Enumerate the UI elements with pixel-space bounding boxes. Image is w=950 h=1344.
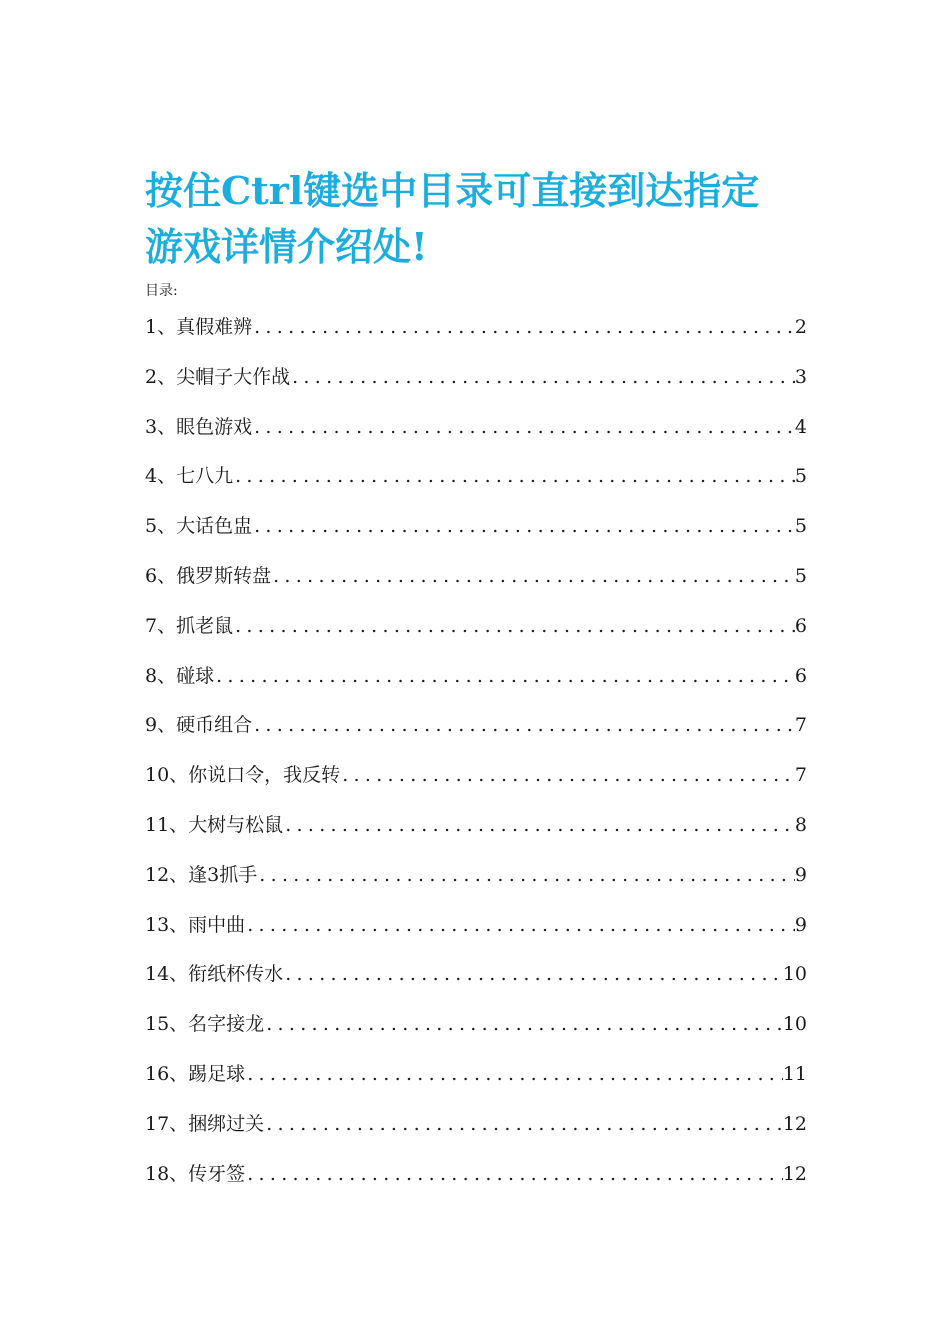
toc-entry[interactable] — [145, 860, 807, 910]
toc-dot-leader — [245, 1159, 783, 1189]
toc-dot-leader — [233, 461, 795, 491]
toc-entry-title[interactable]: 13、雨中曲 — [145, 913, 246, 936]
toc-entry-title[interactable]: 1、真假难辨 — [145, 316, 253, 338]
toc-page-number[interactable]: 9 — [794, 913, 807, 936]
toc-page-number[interactable]: 7 — [794, 764, 807, 787]
toc-entry[interactable] — [145, 412, 807, 462]
toc-page-number[interactable]: 9 — [794, 863, 807, 886]
toc-dot-leader — [252, 511, 795, 541]
toc-entry[interactable] — [145, 1159, 807, 1209]
toc-entry-title[interactable]: 7、抓老鼠 — [145, 614, 234, 637]
table-of-contents — [145, 312, 807, 1208]
toc-entry-title[interactable]: 5、大话色盅 — [145, 515, 253, 538]
toc-entry[interactable] — [145, 511, 807, 561]
toc-entry-title[interactable]: 2、尖帽子大作战 — [145, 365, 291, 388]
toc-dot-leader — [264, 1109, 783, 1139]
toc-page-number[interactable]: 10 — [782, 963, 807, 986]
toc-entry-title[interactable]: 15、名字接龙 — [145, 1013, 265, 1036]
toc-entry[interactable] — [145, 362, 807, 412]
toc-page-number[interactable]: 5 — [794, 515, 807, 538]
toc-page-number[interactable]: 7 — [794, 714, 807, 737]
toc-entry[interactable] — [145, 810, 807, 860]
toc-entry-title[interactable]: 18、传牙签 — [145, 1162, 246, 1185]
toc-page-number[interactable]: 5 — [794, 564, 807, 587]
toc-dot-leader — [290, 362, 795, 392]
toc-entry[interactable] — [145, 561, 807, 611]
toc-entry[interactable] — [145, 661, 807, 711]
toc-page-number[interactable]: 10 — [782, 1013, 807, 1036]
toc-entry-title[interactable]: 3、眼色游戏 — [145, 415, 253, 438]
toc-dot-leader — [252, 412, 795, 442]
toc-entry[interactable] — [145, 312, 807, 362]
toc-entry[interactable] — [145, 1059, 807, 1109]
toc-dot-leader — [214, 661, 795, 691]
toc-page-number[interactable]: 4 — [794, 415, 807, 438]
toc-entry[interactable] — [145, 1009, 807, 1059]
toc-page-number[interactable]: 3 — [794, 365, 807, 388]
toc-entry-title[interactable]: 4、七八九 — [145, 465, 234, 488]
toc-entry[interactable] — [145, 461, 807, 511]
toc-page-number[interactable]: 12 — [782, 1112, 807, 1135]
toc-dot-leader — [283, 810, 795, 840]
page-title: 按住Ctrl键选中目录可直接到达指定游戏详情介绍处! — [145, 168, 760, 269]
toc-page-number[interactable]: 2 — [794, 316, 807, 338]
toc-dot-leader — [245, 1059, 783, 1089]
toc-entry[interactable] — [145, 611, 807, 661]
toc-page-number[interactable]: 5 — [794, 465, 807, 488]
toc-entry[interactable] — [145, 1109, 807, 1159]
toc-entry-title[interactable]: 6、俄罗斯转盘 — [145, 564, 272, 587]
toc-entry[interactable] — [145, 710, 807, 760]
toc-entry-title[interactable]: 17、捆绑过关 — [145, 1112, 265, 1135]
toc-dot-leader — [283, 959, 783, 989]
toc-dot-leader — [252, 312, 795, 342]
toc-entry-title[interactable]: 11、大树与松鼠 — [145, 813, 284, 836]
toc-page-number[interactable]: 6 — [794, 664, 807, 687]
toc-entry-title[interactable]: 16、踢足球 — [145, 1062, 246, 1085]
toc-entry-title[interactable]: 8、碰球 — [145, 664, 215, 687]
toc-entry[interactable] — [145, 910, 807, 960]
toc-entry[interactable] — [145, 959, 807, 1009]
toc-dot-leader — [257, 860, 795, 890]
toc-entry-title[interactable]: 9、硬币组合 — [145, 714, 253, 737]
toc-page-number[interactable]: 11 — [782, 1062, 807, 1085]
toc-dot-leader — [340, 760, 795, 790]
toc-label: 目录: — [145, 283, 178, 299]
toc-page-number[interactable]: 8 — [794, 813, 807, 836]
toc-dot-leader — [252, 710, 795, 740]
toc-dot-leader — [271, 561, 795, 591]
toc-dot-leader — [264, 1009, 783, 1039]
toc-entry-title[interactable]: 12、逢3抓手 — [145, 863, 258, 886]
toc-page-number[interactable]: 6 — [794, 614, 807, 637]
toc-dot-leader — [233, 611, 795, 641]
toc-dot-leader — [245, 910, 795, 940]
toc-entry[interactable] — [145, 760, 807, 810]
toc-entry-title[interactable]: 14、衔纸杯传水 — [145, 963, 284, 986]
toc-entry-title[interactable]: 10、你说口令，我反转 — [145, 764, 341, 787]
toc-page-number[interactable]: 12 — [782, 1162, 807, 1185]
